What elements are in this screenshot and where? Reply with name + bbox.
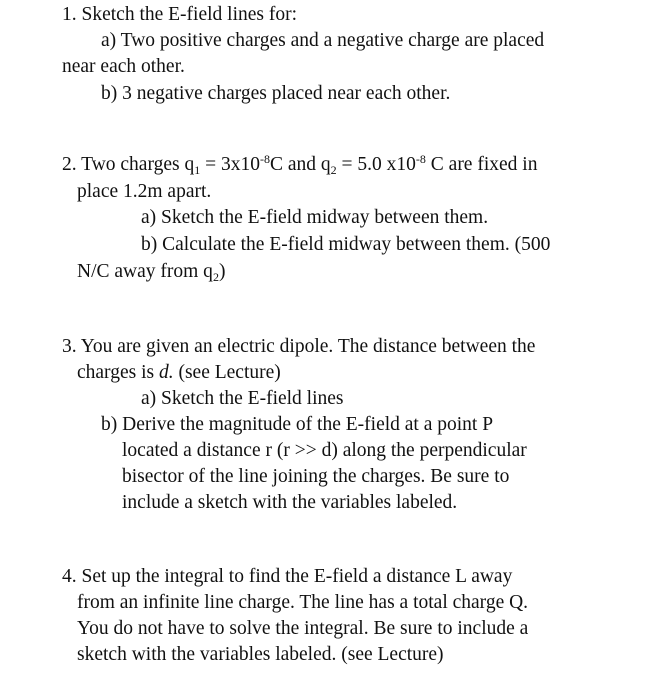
q4-line4: sketch with the variables labeled. (see Lecture)	[77, 644, 444, 665]
q3-stem-line2: charges is d. (see Lecture)	[77, 362, 281, 383]
q2-part-b-line2: N/C away from $q_2$)	[77, 261, 226, 284]
q3-part-b-line2: located a distance r (r >> d) along the perpendicular	[122, 440, 527, 461]
q3-part-a: a) Sketch the E-field lines	[141, 388, 344, 409]
q1-part-a-line2: near each other.	[62, 56, 185, 77]
q2-part-b-line1: b) Calculate the E-field midway between them. (500	[141, 234, 551, 255]
q2-stem-line1: 2. Two charges $q_1 = 3x10^{-8}C$ and $q_2 = 5.0$ $x10^{-8}$ C are fixed in	[62, 152, 538, 177]
q4-line1: 4. Set up the integral to find the E-field a distance L away	[62, 566, 513, 587]
q1-stem: 1. Sketch the E-field lines for:	[62, 4, 298, 25]
q1-part-a-line1: a) Two positive charges and a negative charge are placed	[101, 30, 545, 51]
q2-stem-line2: place 1.2m apart.	[77, 181, 212, 202]
q1-part-b: b) 3 negative charges placed near each other.	[101, 83, 451, 104]
q2-part-a: a) Sketch the E-field midway between them.	[141, 207, 489, 228]
q4-line2: from an infinite line charge. The line has a total charge Q.	[77, 592, 529, 613]
q3-part-b-line3: bisector of the line joining the charges. Be sure to	[122, 466, 510, 487]
q3-part-b-line4: include a sketch with the variables labeled.	[122, 492, 458, 513]
q3-part-b-line1: b) Derive the magnitude of the E-field at a point P	[101, 414, 494, 435]
q4-line3: You do not have to solve the integral. Be sure to include a	[77, 618, 529, 639]
q3-stem-line1: 3. You are given an electric dipole. The distance between the	[62, 336, 536, 357]
